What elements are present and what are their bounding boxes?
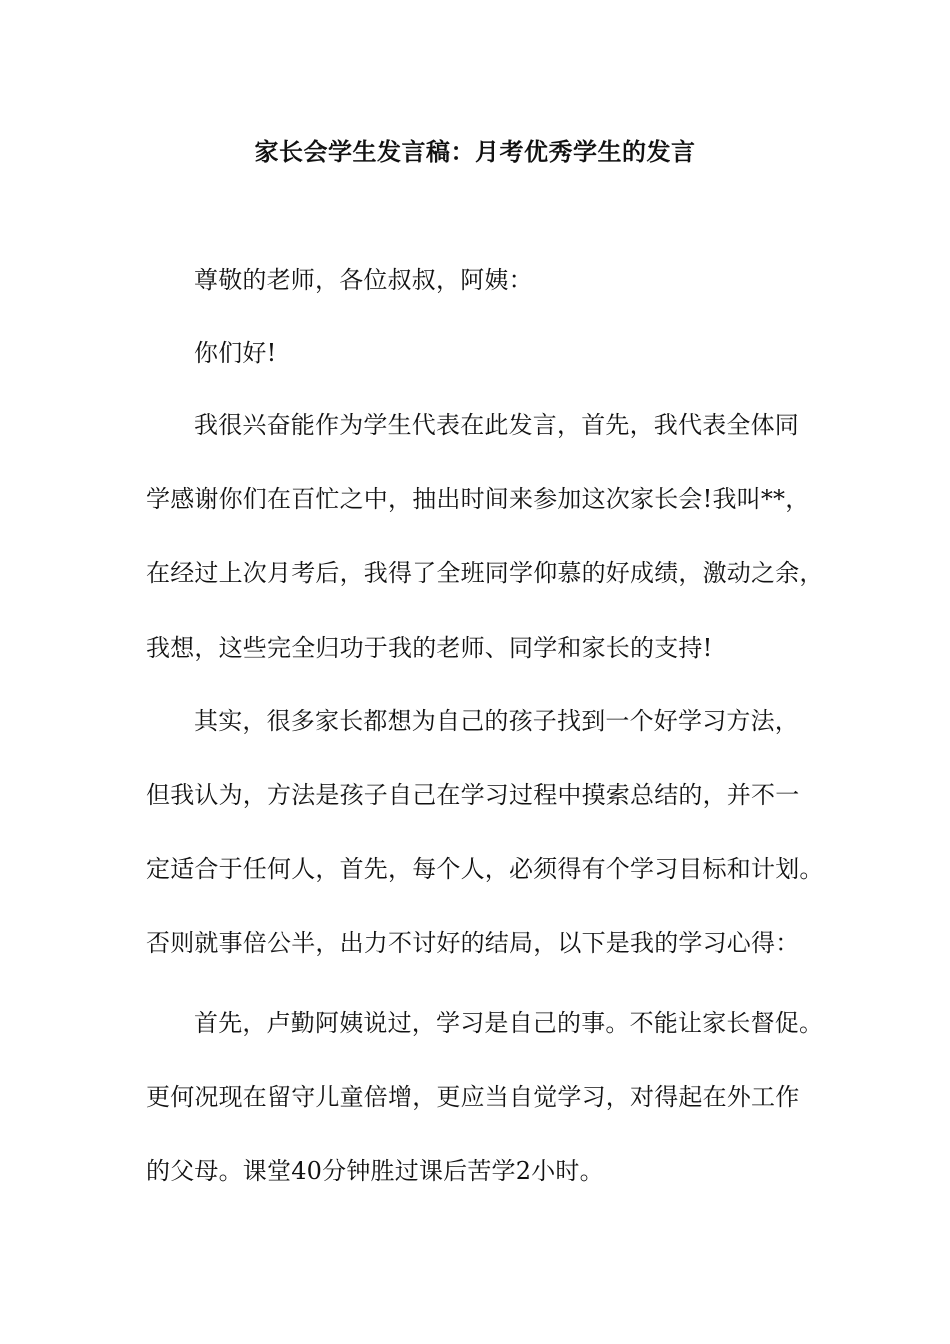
paragraph-line: 我很兴奋能作为学生代表在此发言，首先，我代表全体同 (194, 411, 799, 439)
paragraph-line: 学感谢你们在百忙之中，抽出时间来参加这次家长会!我叫**， (146, 485, 810, 513)
paragraph-line: 我想，这些完全归功于我的老师、同学和家长的支持! (146, 634, 713, 662)
document-title: 家长会学生发言稿：月考优秀学生的发言 (254, 137, 696, 166)
paragraph-line: 在经过上次月考后，我得了全班同学仰慕的好成绩，激动之余， (146, 559, 824, 587)
paragraph-line: 其实，很多家长都想为自己的孩子找到一个好学习方法， (194, 707, 799, 735)
greeting-line: 你们好! (194, 339, 277, 367)
paragraph-line: 首先，卢勤阿姨说过，学习是自己的事。不能让家长督促。 (194, 1009, 824, 1037)
paragraph-line: 的父母。课堂40分钟胜过课后苦学2小时。 (146, 1157, 604, 1185)
paragraph-line: 更何况现在留守儿童倍增，更应当自觉学习，对得起在外工作 (146, 1083, 800, 1111)
paragraph-line: 但我认为，方法是孩子自己在学习过程中摸索总结的，并不一 (146, 781, 800, 809)
paragraph-line: 定适合于任何人，首先，每个人，必须得有个学习目标和计划。 (146, 855, 824, 883)
salutation-line: 尊敬的老师，各位叔叔，阿姨： (194, 266, 533, 294)
paragraph-line: 否则就事倍公半，出力不讨好的结局，以下是我的学习心得： (146, 929, 800, 957)
